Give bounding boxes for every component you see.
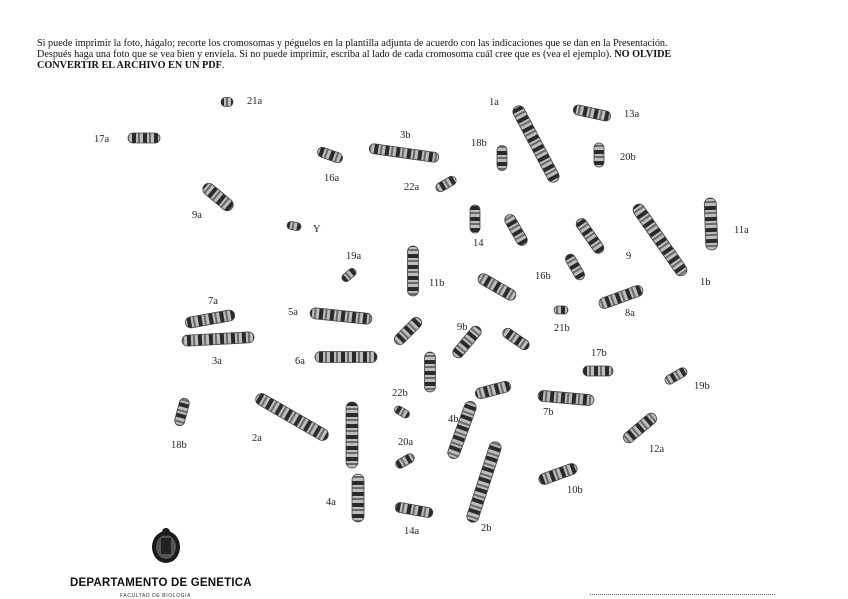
chromosome-label: 12a [649, 444, 665, 455]
chromosome [221, 98, 233, 107]
chromosome-label: 20a [398, 437, 414, 448]
chromosome [501, 326, 531, 351]
chromosome [497, 146, 507, 171]
chromosome [286, 221, 301, 231]
chromosome [572, 104, 611, 122]
chromosome-label: 16a [324, 173, 340, 184]
instructions-line-2-text: Después haga una foto que se vea bien y envíela. Si no puede imprimir, escriba al lado de cada cromosoma cuál cree que es (vea el ejemplo). [37, 49, 615, 60]
chromosome-label: 3a [212, 356, 222, 367]
chromosome-label: 3b [400, 130, 411, 141]
chromosome-label: 17a [94, 134, 110, 145]
instructions-warning-1: NO OLVIDE [614, 49, 672, 60]
chromosome-label: 11b [429, 278, 445, 289]
faculty-name: FACULTAD DE BIOLOGIA [120, 593, 191, 599]
chromosome [340, 267, 357, 283]
chromosome-label: 9b [457, 322, 468, 333]
chromosome-label: 19a [346, 251, 362, 262]
chromosome-label: 2b [481, 523, 492, 534]
chromosome [346, 402, 358, 468]
chromosome [538, 390, 595, 406]
chromosome-label: 18b [171, 440, 187, 451]
chromosome [564, 252, 587, 281]
chromosome-label: 19b [694, 381, 710, 392]
chromosome [174, 397, 191, 427]
chromosome [393, 405, 411, 420]
department-name: DEPARTAMENTO DE GENETICA [70, 577, 252, 589]
chromosome-label: 10b [567, 485, 583, 496]
chromosome [310, 307, 373, 324]
chromosome-label: 9 [626, 251, 632, 262]
instructions-line-3-end: . [221, 60, 225, 71]
chromosome [503, 213, 530, 248]
chromosome [315, 352, 377, 363]
chromosome [583, 366, 613, 376]
chromosome [200, 181, 235, 213]
chromosome-label: 13a [624, 109, 640, 120]
chromosome-label: 14a [404, 526, 420, 537]
chromosome-label: 11a [734, 225, 749, 236]
chromosome [394, 502, 433, 518]
chromosome [574, 216, 606, 255]
chromosome-label: 20b [620, 152, 636, 163]
chromosome [253, 391, 330, 442]
chromosome-label: 4b [448, 414, 459, 425]
university-emblem [146, 526, 186, 571]
signature-line [590, 594, 775, 595]
chromosome [182, 332, 254, 347]
chromosome-label: 14 [473, 238, 484, 249]
chromosome [704, 198, 718, 250]
chromosome-label: 7b [543, 407, 554, 418]
chromosome [465, 440, 502, 524]
chromosome [511, 104, 562, 185]
chromosome [394, 452, 416, 470]
chromosome [184, 309, 235, 329]
chromosome [474, 380, 512, 400]
chromosome-label: 17b [591, 348, 607, 359]
chromosome-label: 21a [247, 96, 263, 107]
chromosome [446, 400, 478, 460]
chromosome [316, 146, 344, 164]
chromosome-label: 8a [625, 308, 635, 319]
chromosome-label: 21b [554, 323, 570, 334]
chromosome [470, 205, 480, 233]
chromosome [663, 366, 688, 386]
chromosome-label: 22a [404, 182, 420, 193]
chromosome [631, 202, 690, 279]
chromosome-label: 1b [700, 277, 711, 288]
chromosome-label: Y [313, 224, 321, 235]
chromosome-label: 6a [295, 356, 305, 367]
chromosome [476, 272, 518, 303]
chromosome [621, 411, 659, 445]
chromosome [554, 306, 568, 314]
chromosome [392, 315, 424, 347]
chromosome-label: 18b [471, 138, 487, 149]
chromosome-label: 16b [535, 271, 551, 282]
instructions-warning-2: CONVERTIR EL ARCHIVO EN UN PDF [37, 60, 222, 71]
chromosome-label: 4a [326, 497, 336, 508]
chromosome [425, 352, 436, 392]
chromosome [434, 175, 458, 194]
chromosome [369, 143, 440, 163]
chromosome-label: 1a [489, 97, 499, 108]
chromosome-label: 5a [288, 307, 298, 318]
chromosome-label: 22b [392, 388, 408, 399]
chromosome [408, 246, 419, 296]
chromosome [598, 284, 645, 310]
chromosome [594, 143, 604, 167]
chromosome [537, 462, 578, 486]
chromosome [352, 474, 364, 522]
instructions-line-1: Si puede imprimir la foto, hágalo; recorte los cromosomas y péguelos en la plantilla adjunta de acuerdo con las indicaciones que se dan en la Presentación. [37, 38, 668, 49]
chromosome-label: 7a [208, 296, 218, 307]
chromosome-label: 9a [192, 210, 202, 221]
chromosome-label: 2a [252, 433, 262, 444]
chromosome [128, 133, 160, 143]
